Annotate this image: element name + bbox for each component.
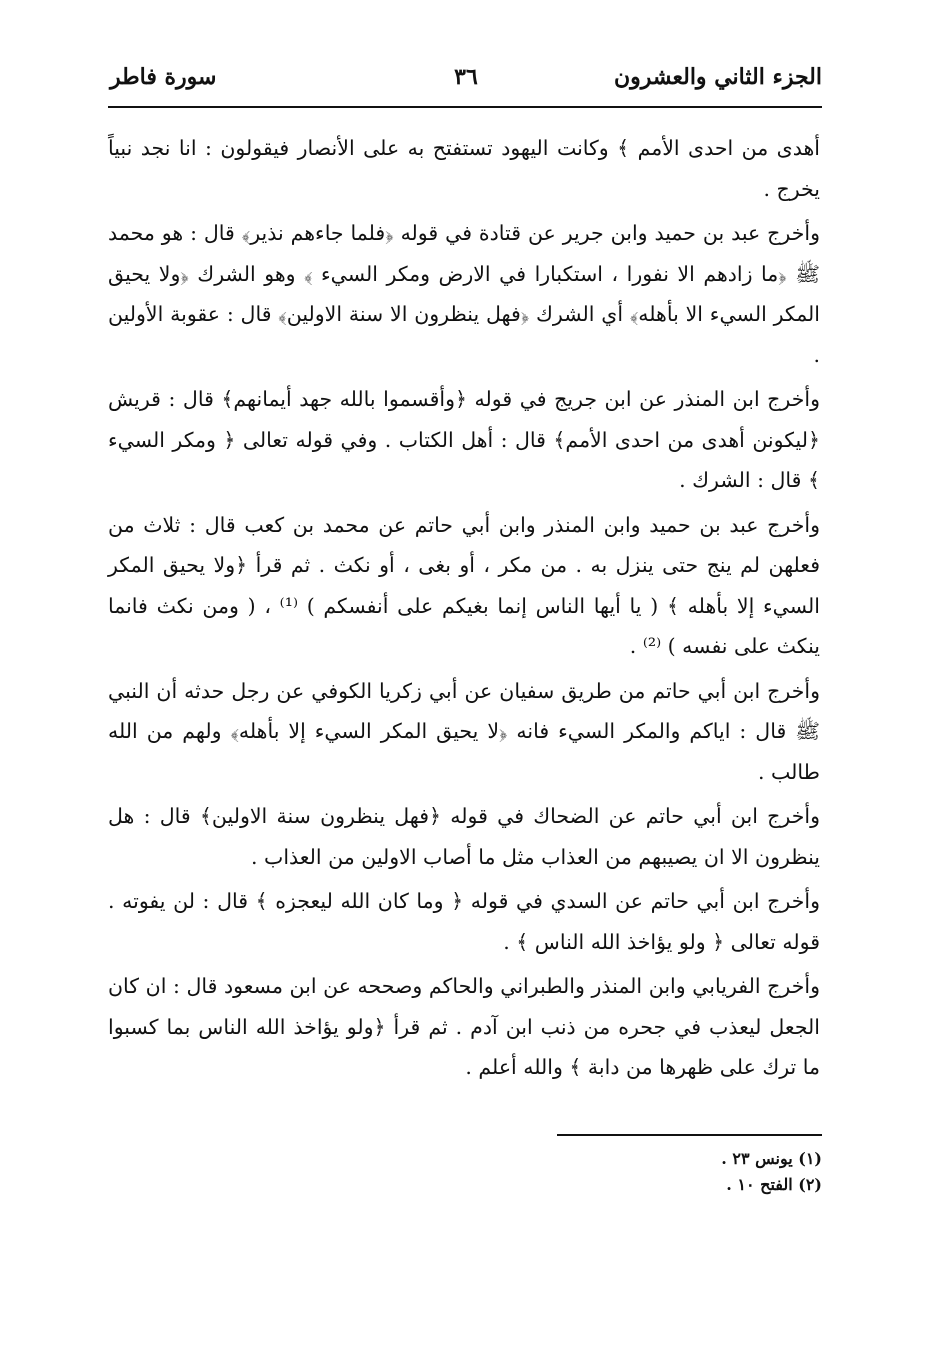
page-header	[110, 60, 822, 100]
footnote-item: (٢) الفتح ١٠ .	[726, 1175, 822, 1194]
paragraph: وأخرج عبد بن حميد وابن المنذر وابن أبي حاتم عن محمد بن كعب قال : ثلاث من فعلهن لم ينج حتى ينزل به . من مكر ، أو بغى ، أو نكث . ثم قرأ ﴿ولا يحيق المكر السيء إلا بأهله ﴾ ( يا أيها الناس إنما بغيكم على أنفسكم ) ⁽¹⁾ ، ( ومن نكث فانما ينكث على نفسه ) ⁽²⁾ .	[108, 512, 820, 658]
paragraph: وأخرج ابن أبي حاتم من طريق سفيان عن أبي زكريا الكوفي عن رجل حدثه أن النبي ﷺ قال : اياكم والمكر السيء فانه ﴿لا يحيق المكر السيء إلا بأهله﴾ ولهم من الله طالب .	[108, 678, 820, 784]
paragraph: وأخرج ابن أبي حاتم عن الضحاك في قوله ﴿فهل ينظرون سنة الاولين﴾ قال : هل ينظرون الا ان يصيبهم من العذاب مثل ما أصاب الاولين من العذاب .	[108, 804, 820, 869]
running-title: الجزء الثاني والعشرون	[613, 64, 822, 90]
paragraph: وأخرج الفريابي وابن المنذر والطبراني والحاكم وصححه عن ابن مسعود قال : ان كان الجعل ليعذب في جحره من ذنب ابن آدم . ثم قرأ ﴿ولو يؤاخذ الله الناس بما كسبوا ما ترك على ظهرها من دابة ﴾ والله أعلم .	[108, 974, 820, 1079]
paragraph: وأخرج عبد بن حميد وابن جرير عن قتادة في قوله ﴿فلما جاءهم نذير﴾ قال : هو محمد ﷺ ﴿ما زادهم الا نفورا ، استكبارا في الارض ومكر السيء ﴾ وهو الشرك ﴿ولا يحيق المكر السيء الا بأهله﴾ أي الشرك ﴿فهل ينظرون الا سنة الاولين﴾ قال : عقوبة الأولين .	[108, 221, 820, 367]
page-number: ٣٦	[454, 64, 478, 90]
surah-name: سورة فاطر	[110, 64, 217, 90]
footnote-divider	[557, 1134, 822, 1136]
paragraph: وأخرج ابن المنذر عن ابن جريج في قوله ﴿وأقسموا بالله جهد أيمانهم﴾ قال : قريش ﴿ليكونن أهدى من احدى الأمم﴾ قال : أهل الكتاب . وفي قوله تعالى ﴿ ومكر السيء ﴾ قال : الشرك .	[108, 387, 820, 492]
paragraph: أهدى من احدى الأمم ﴾ وكانت اليهود تستفتح به على الأنصار فيقولون : انا نجد نبياً يخرج .	[108, 136, 820, 201]
header-divider	[108, 106, 822, 108]
main-text	[108, 128, 820, 1092]
paragraph: وأخرج ابن أبي حاتم عن السدي في قوله ﴿ وما كان الله ليعجزه ﴾ قال : لن يفوته . قوله تعالى ﴿ ولو يؤاخذ الله الناس ﴾ .	[108, 889, 820, 954]
footnotes	[422, 1146, 822, 1198]
footnote-item: (١) يونس ٢٣ .	[721, 1149, 822, 1168]
